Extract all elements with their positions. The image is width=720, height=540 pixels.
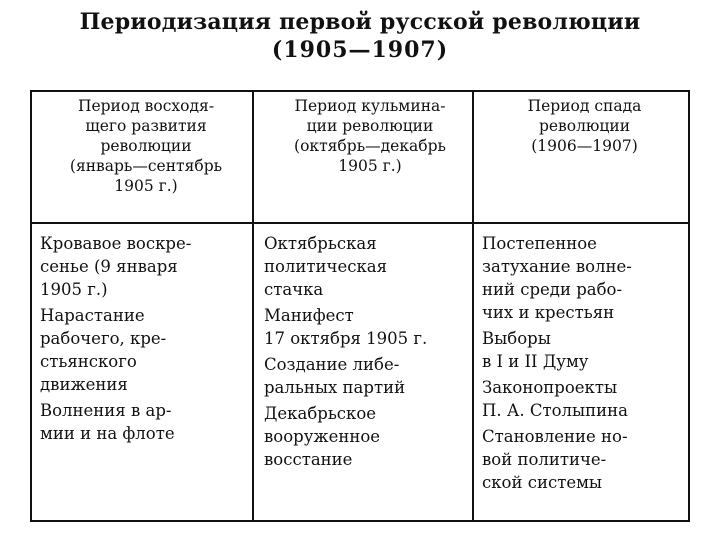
header-line: Период кульмина- (294, 97, 446, 115)
event-item (482, 376, 687, 422)
event-line: рабочего, кре- (40, 329, 167, 348)
event-item (482, 425, 687, 494)
event-line: 17 октября 1905 г. (264, 329, 428, 348)
header-line: 1905 г.) (114, 177, 178, 195)
event-item (264, 304, 476, 350)
event-line: вооруженное (264, 427, 381, 446)
header-line: щего развития (85, 117, 207, 135)
event-line: Постепенное (482, 234, 597, 253)
event-line: Манифест (264, 306, 354, 325)
column-divider (252, 92, 254, 520)
event-line: Кровавое воскре- (40, 234, 192, 253)
event-line: мии и на флоте (40, 424, 175, 443)
header-cell-rising (40, 96, 252, 196)
header-line: 1905 г.) (338, 157, 402, 175)
event-line: стьянского (40, 352, 137, 371)
event-item (40, 304, 252, 396)
event-line: стачка (264, 280, 324, 299)
header-divider (32, 222, 688, 224)
event-line: Выборы (482, 329, 551, 348)
page-title (0, 8, 720, 64)
event-line: вой политиче- (482, 450, 607, 469)
periodization-table (30, 90, 690, 522)
event-item (264, 232, 476, 301)
header-line: революции (100, 137, 192, 155)
header-line: революции (538, 117, 631, 135)
event-line: чих и крестьян (482, 303, 615, 322)
event-item (482, 232, 687, 324)
event-line: в I и II Думу (482, 352, 589, 371)
body-cell-culmination (264, 232, 476, 474)
title-line-2: (1905—1907) (271, 37, 449, 63)
event-line: Становление но- (482, 427, 628, 446)
event-line: Создание либе- (264, 355, 400, 374)
event-line: 1905 г.) (40, 280, 108, 299)
event-item (264, 402, 476, 471)
header-line: (1906—1907) (531, 137, 638, 155)
event-line: политическая (264, 257, 388, 276)
event-line: П. А. Столыпина (482, 401, 628, 420)
header-cell-decline (482, 96, 687, 156)
body-cell-decline (482, 232, 687, 497)
event-item (264, 353, 476, 399)
header-line: (октябрь—декабрь (294, 137, 446, 155)
event-item (40, 399, 252, 445)
event-item (40, 232, 252, 301)
event-item (482, 327, 687, 373)
event-line: Октябрьская (264, 234, 377, 253)
event-line: Волнения в ар- (40, 401, 172, 420)
body-cell-rising (40, 232, 252, 448)
event-line: сенье (9 января (40, 257, 178, 276)
event-line: движения (40, 375, 128, 394)
header-cell-culmination (264, 96, 476, 176)
header-line: (январь—сентябрь (69, 157, 223, 175)
title-line-1: Периодизация первой русской революции (79, 9, 641, 35)
event-line: Законопроекты (482, 378, 618, 397)
event-line: восстание (264, 450, 353, 469)
event-line: ральных партий (264, 378, 406, 397)
header-line: Период спада (527, 97, 642, 115)
event-line: ний среди рабо- (482, 280, 623, 299)
event-line: Декабрьское (264, 404, 377, 423)
event-line: Нарастание (40, 306, 145, 325)
event-line: ской системы (482, 473, 603, 492)
header-line: ции революции (306, 117, 434, 135)
event-line: затухание волне- (482, 257, 632, 276)
header-line: Период восходя- (77, 97, 215, 115)
